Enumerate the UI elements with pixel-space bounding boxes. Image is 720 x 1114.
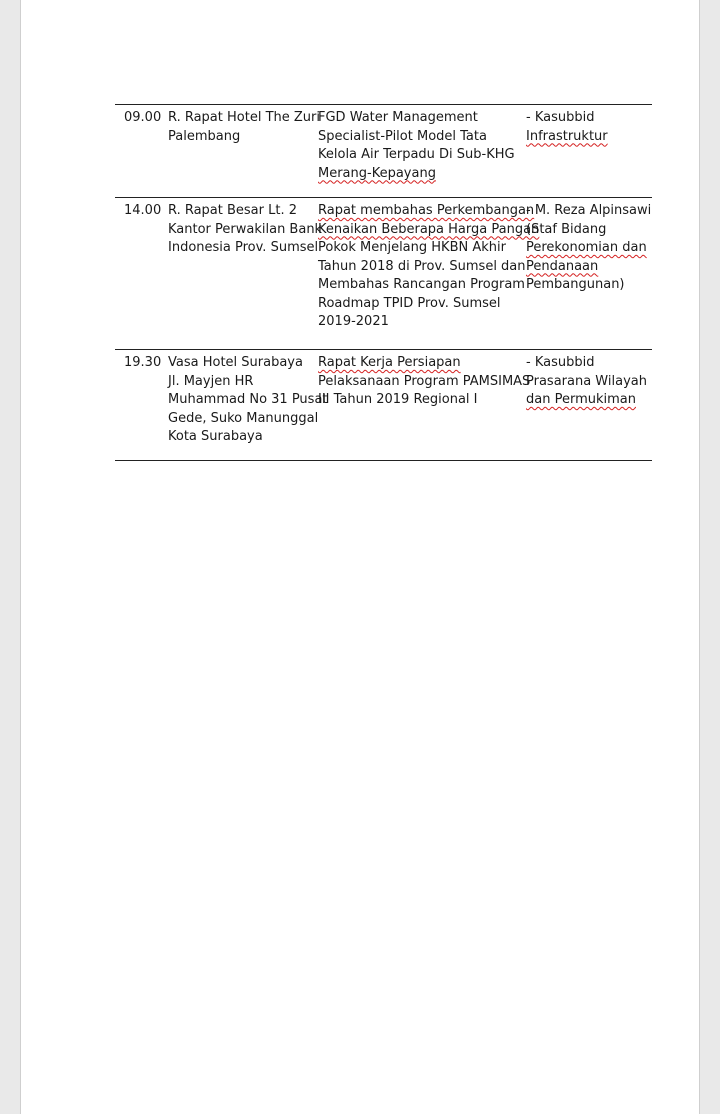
attendee-cell bbox=[526, 109, 656, 146]
place-line: Muhammad No 31 Pusat bbox=[168, 392, 328, 407]
attendee-line: Perekonomian dan bbox=[526, 240, 647, 255]
agenda-line: Tahun 2018 di Prov. Sumsel dan bbox=[318, 258, 526, 274]
place-cell bbox=[168, 109, 320, 146]
place-line: Kota Surabaya bbox=[168, 429, 263, 444]
table-row bbox=[115, 104, 652, 197]
attendee-line: Pendanaan bbox=[526, 258, 599, 274]
attendee-cell bbox=[526, 354, 656, 410]
agenda-line: Membahas Rancangan Program bbox=[318, 277, 525, 292]
agenda-line: III Tahun 2019 Regional I bbox=[318, 392, 478, 407]
place-line: R. Rapat Hotel The Zuri bbox=[168, 110, 320, 125]
agenda-line: FGD Water Management bbox=[318, 110, 478, 125]
schedule-table bbox=[115, 104, 652, 461]
agenda-line: Merang-Kepayang bbox=[318, 165, 436, 181]
attendee-line: (Staf Bidang bbox=[526, 221, 607, 237]
agenda-line: Kelola Air Terpadu Di Sub-KHG bbox=[318, 147, 515, 162]
time-cell: 19.30 bbox=[124, 355, 162, 370]
agenda-line: Rapat Kerja Persiapan bbox=[318, 355, 461, 370]
agenda-line: Kenaikan Beberapa Harga Pangan bbox=[318, 221, 540, 237]
table-row bbox=[115, 349, 652, 461]
agenda-cell bbox=[318, 354, 531, 410]
agenda-cell bbox=[318, 202, 540, 332]
attendee-cell bbox=[526, 202, 656, 295]
agenda-line: Roadmap TPID Prov. Sumsel bbox=[318, 295, 501, 311]
attendee-line: Pembangunan) bbox=[526, 277, 625, 292]
place-line: Gede, Suko Manunggal bbox=[168, 410, 319, 426]
table-row bbox=[115, 197, 652, 349]
agenda-line: Pokok Menjelang HKBN Akhir bbox=[318, 240, 506, 255]
document-page bbox=[20, 0, 700, 1114]
agenda-line: Pelaksanaan Program PAMSIMAS bbox=[318, 373, 531, 389]
attendee-line: dan Permukiman bbox=[526, 392, 636, 407]
place-line: Vasa Hotel Surabaya bbox=[168, 355, 303, 370]
agenda-line: Rapat membahas Perkembangan bbox=[318, 203, 535, 218]
attendee-line: Prasarana Wilayah bbox=[526, 373, 647, 389]
agenda-cell bbox=[318, 109, 528, 183]
attendee-line: Infrastruktur bbox=[526, 128, 608, 144]
agenda-line: Specialist-Pilot Model Tata bbox=[318, 128, 487, 144]
attendee-line: - Kasubbid bbox=[526, 110, 595, 125]
attendee-line: - Kasubbid bbox=[526, 355, 595, 370]
attendee-line: - M. Reza Alpinsawi bbox=[526, 203, 652, 218]
time-cell: 09.00 bbox=[124, 110, 162, 125]
place-cell bbox=[168, 354, 328, 447]
time-cell: 14.00 bbox=[124, 203, 162, 218]
place-line: R. Rapat Besar Lt. 2 bbox=[168, 203, 298, 218]
place-line: Palembang bbox=[168, 128, 241, 144]
place-cell bbox=[168, 202, 323, 258]
agenda-line: 2019-2021 bbox=[318, 314, 389, 329]
place-line: Kantor Perwakilan Bank bbox=[168, 221, 323, 237]
place-line: Jl. Mayjen HR bbox=[168, 373, 254, 389]
place-line: Indonesia Prov. Sumsel bbox=[168, 240, 319, 255]
